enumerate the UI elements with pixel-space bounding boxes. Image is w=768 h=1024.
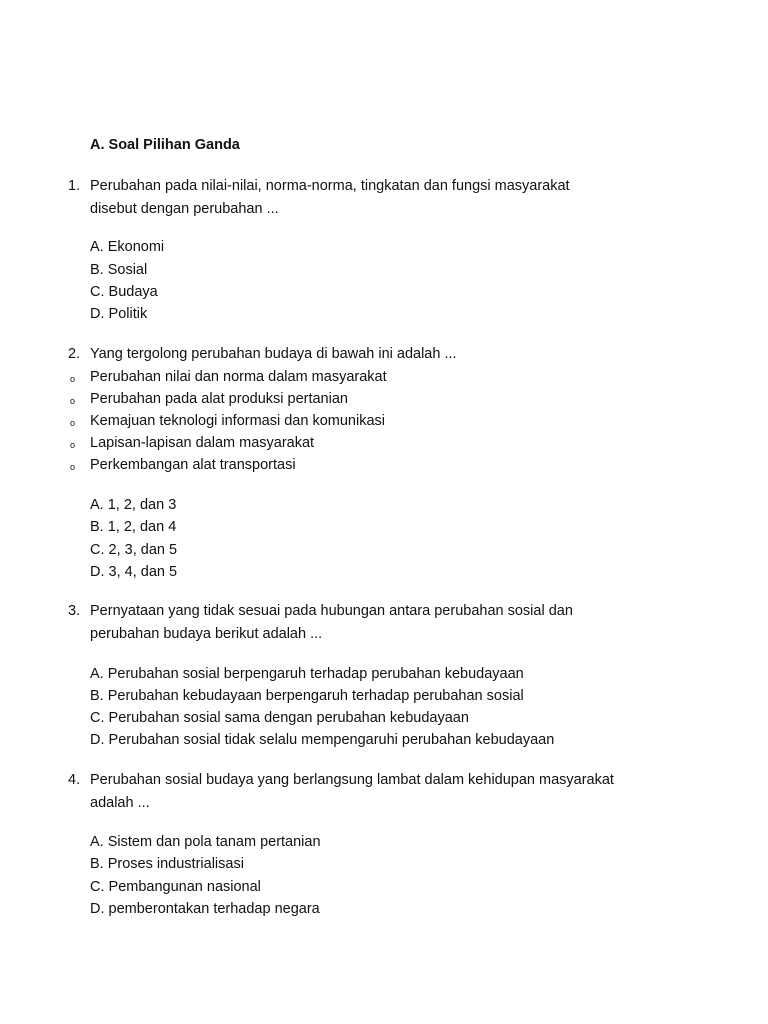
question-3-number: 3. bbox=[68, 603, 81, 619]
question-4-option-a: A. Sistem dan pola tanam pertanian bbox=[90, 834, 321, 850]
question-2-number: 2. bbox=[68, 346, 81, 362]
question-2-bullet-2: Perubahan pada alat produksi pertanian bbox=[90, 391, 348, 407]
question-2-option-d: D. 3, 4, dan 5 bbox=[90, 564, 178, 580]
question-1-option-c: C. Budaya bbox=[90, 284, 158, 300]
section-title: A. Soal Pilihan Ganda bbox=[90, 137, 240, 153]
question-2-bullet-3: Kemajuan teknologi informasi dan komunikasi bbox=[90, 413, 385, 429]
question-1-option-b: B. Sosial bbox=[90, 262, 148, 278]
question-3-option-c: C. Perubahan sosial sama dengan perubahan kebudayaan bbox=[90, 710, 469, 726]
question-2-bullet-1: Perubahan nilai dan norma dalam masyarakat bbox=[90, 369, 387, 385]
bullet-circle-icon: o bbox=[70, 440, 76, 450]
bullet-circle-icon: o bbox=[70, 418, 76, 428]
question-2-option-b: B. 1, 2, dan 4 bbox=[90, 519, 177, 535]
question-3-option-d: D. Perubahan sosial tidak selalu mempengaruhi perubahan kebudayaan bbox=[90, 732, 555, 748]
question-4-text-line-2: adalah ... bbox=[90, 795, 150, 811]
question-1-option-a: A. Ekonomi bbox=[90, 239, 165, 255]
question-2-text-line-1: Yang tergolong perubahan budaya di bawah ini adalah ... bbox=[90, 346, 457, 362]
question-1-text-line-2: disebut dengan perubahan ... bbox=[90, 201, 279, 217]
question-3-option-a: A. Perubahan sosial berpengaruh terhadap perubahan kebudayaan bbox=[90, 666, 524, 682]
question-1-option-d: D. Politik bbox=[90, 306, 148, 322]
question-4-option-b: B. Proses industrialisasi bbox=[90, 856, 244, 872]
question-3-text-line-2: perubahan budaya berikut adalah ... bbox=[90, 626, 323, 642]
question-1-text-line-1: Perubahan pada nilai-nilai, norma-norma, tingkatan dan fungsi masyarakat bbox=[90, 178, 570, 194]
bullet-circle-icon: o bbox=[70, 462, 76, 472]
question-3-option-b: B. Perubahan kebudayaan berpengaruh terhadap perubahan sosial bbox=[90, 688, 524, 704]
bullet-circle-icon: o bbox=[70, 396, 76, 406]
question-4-option-d: D. pemberontakan terhadap negara bbox=[90, 901, 320, 917]
question-2-option-c: C. 2, 3, dan 5 bbox=[90, 542, 178, 558]
question-4-option-c: C. Pembangunan nasional bbox=[90, 879, 261, 895]
bullet-circle-icon: o bbox=[70, 374, 76, 384]
question-2-bullet-5: Perkembangan alat transportasi bbox=[90, 457, 296, 473]
question-2-option-a: A. 1, 2, dan 3 bbox=[90, 497, 177, 513]
question-4-number: 4. bbox=[68, 772, 81, 788]
question-2-bullet-4: Lapisan-lapisan dalam masyarakat bbox=[90, 435, 315, 451]
question-3-text-line-1: Pernyataan yang tidak sesuai pada hubungan antara perubahan sosial dan bbox=[90, 603, 573, 619]
question-4-text-line-1: Perubahan sosial budaya yang berlangsung lambat dalam kehidupan masyarakat bbox=[90, 772, 614, 788]
question-1-number: 1. bbox=[68, 178, 81, 194]
